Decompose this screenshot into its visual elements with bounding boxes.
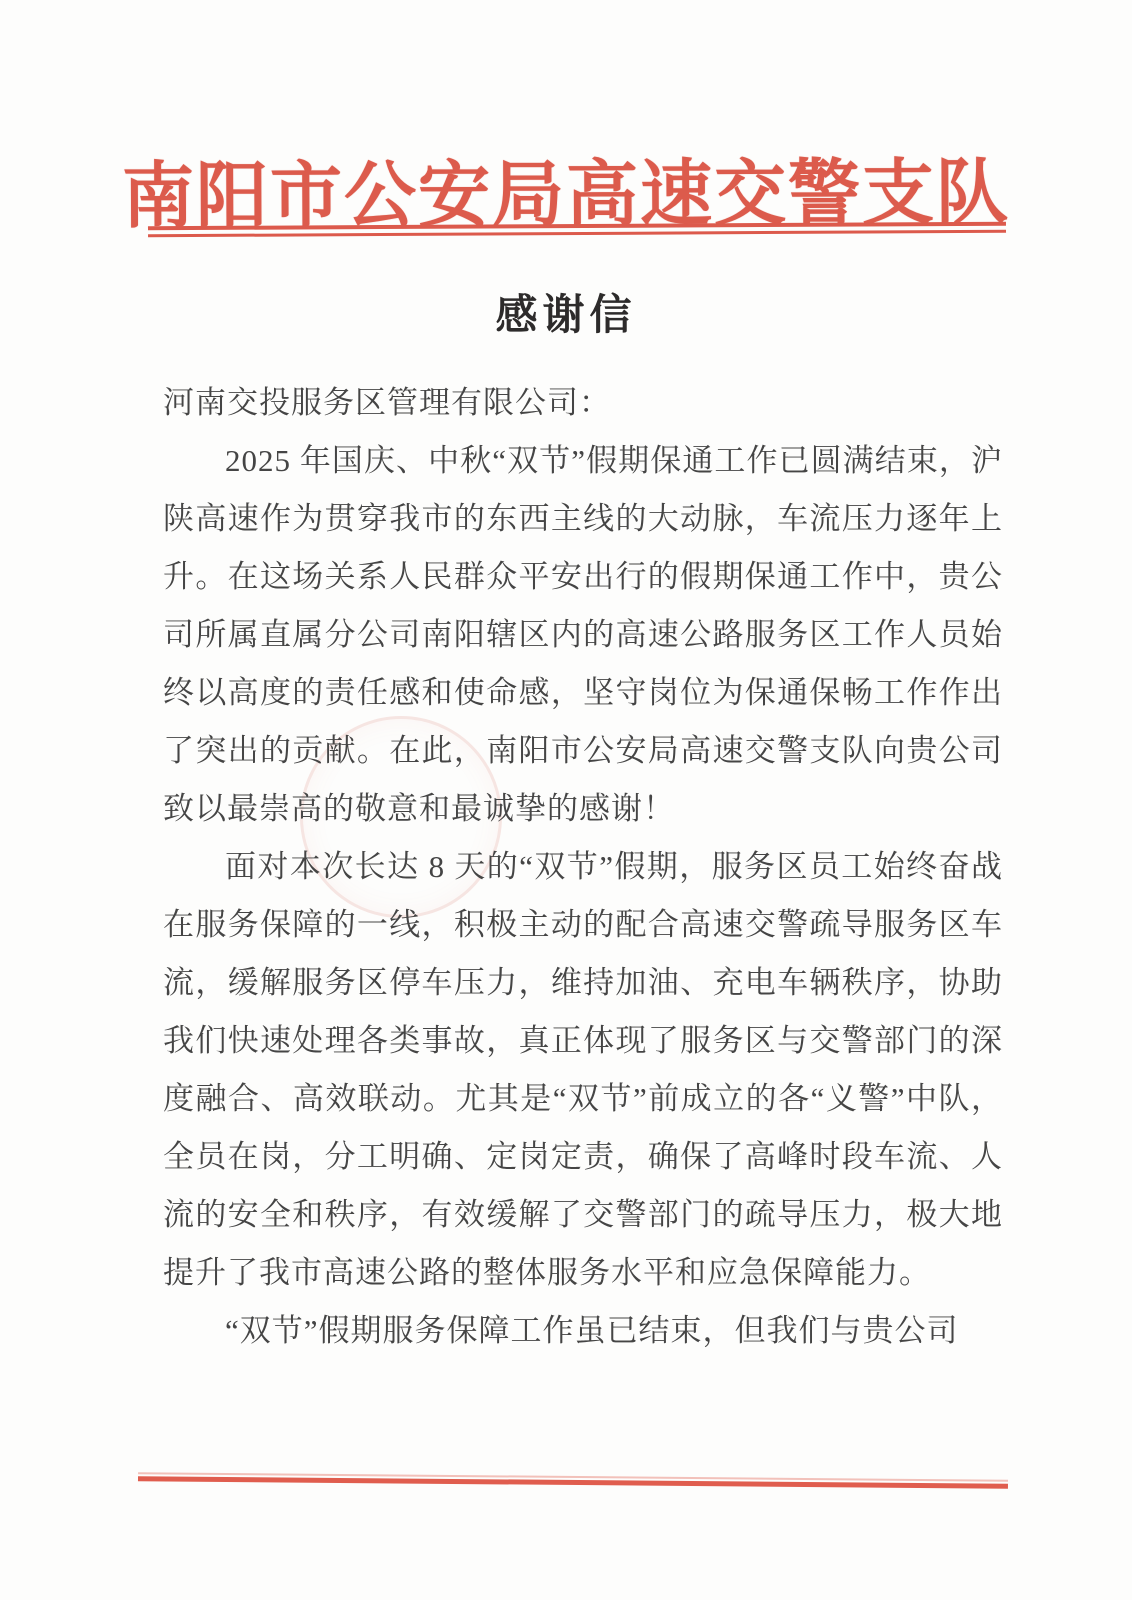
footer-red-rule [138,1472,1008,1489]
paragraph-2: 面对本次长达 8 天的“双节”假期，服务区员工始终奋战在服务保障的一线，积极主动的配合高速交警疏导服务区车流，缓解服务区停车压力，维持加油、充电车辆秩序，协助我们快速处理各类事故，真正体现了服务区与交警部门的深度融合、高效联动。尤其是“双节”前成立的各“义警”中队，全员在岗，分工明确、定岗定责，确保了高峰时段车流、人流的安全和秩序，有效缓解了交警部门的疏导压力，极大地提升了我市高速公路的整体服务水平和应急保障能力。 [163,849,1003,1290]
paragraph-3: “双节”假期服务保障工作虽已结束，但我们与贵公司 [225,1313,959,1348]
letterhead-org-title: 南阳市公安局高速交警支队 [121,153,1011,237]
salutation: 河南交投服务区管理有限公司： [163,385,611,420]
paragraph-1: 2025 年国庆、中秋“双节”假期保通工作已圆满结束，沪陕高速作为贯穿我市的东西主线的大动脉，车流压力逐年上升。在这场关系人民群众平安出行的假期保通工作中，贵公司所属直属分公司南阳辖区内的高速公路服务区工作人员始终以高度的责任感和使命感，坚守岗位为保通保畅工作作出了突出的贡献。在此，南阳市公安局高速交警支队向贵公司致以最崇高的敬意和最诚挚的感谢！ [163,443,1003,826]
letter-body [163,374,1003,1360]
document-title: 感谢信 [495,293,637,339]
